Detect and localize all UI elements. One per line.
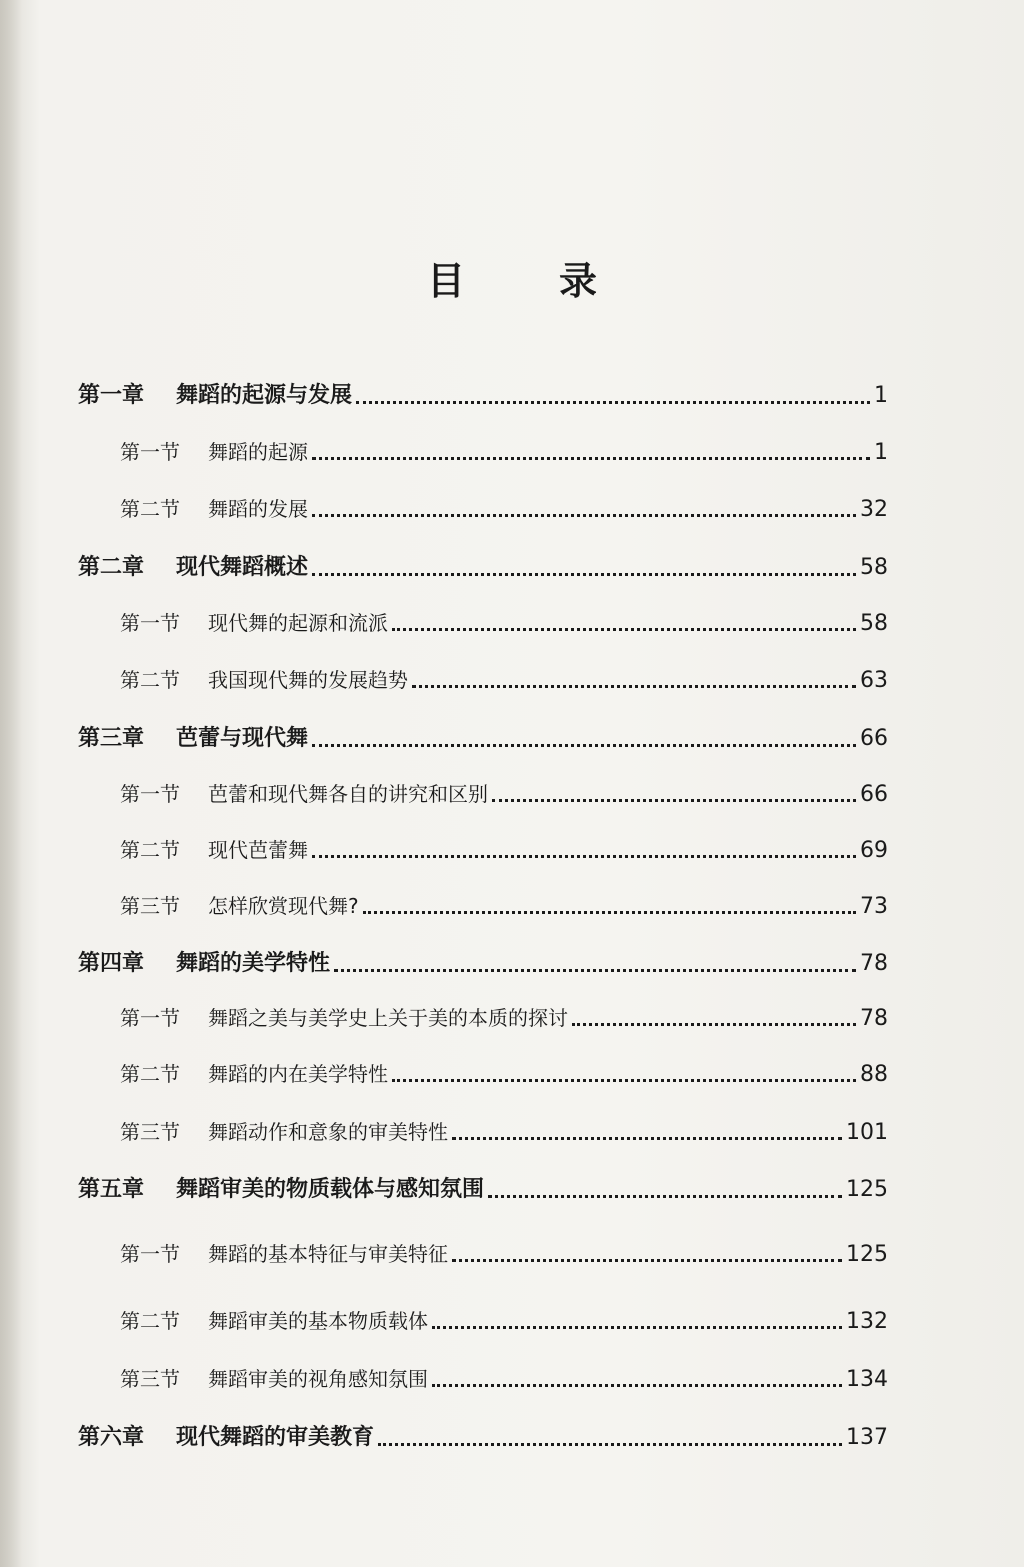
toc-number: 第一章: [78, 383, 145, 408]
toc-number: 第三节: [120, 1120, 180, 1144]
toc-number: 第二节: [120, 1062, 180, 1086]
toc-section-row: [120, 664, 888, 693]
toc-page-number: 73: [860, 894, 888, 919]
toc-section-row: [120, 1305, 888, 1334]
toc-label: 芭蕾和现代舞各自的讲究和区别: [208, 782, 488, 806]
toc-leader-dots: [412, 685, 856, 688]
toc-label: 舞蹈的内在美学特性: [208, 1062, 388, 1086]
toc-chapter-row: [78, 721, 888, 752]
toc-label: 我国现代舞的发展趋势: [208, 668, 408, 692]
toc-page-number: 63: [860, 668, 888, 693]
toc-number: 第一节: [120, 611, 180, 635]
toc-leader-dots: [312, 457, 870, 460]
toc-number: 第三节: [120, 1367, 180, 1391]
toc-label: 现代芭蕾舞: [208, 838, 308, 862]
toc-leader-dots: [432, 1326, 842, 1329]
toc-label: 现代舞蹈的审美教育: [176, 1425, 375, 1450]
toc-section-row: [120, 1116, 888, 1145]
toc-page-number: 58: [860, 611, 888, 636]
toc-section-row: [120, 890, 888, 919]
page-title: 目 录: [426, 259, 625, 303]
toc-label: 舞蹈的基本特征与审美特征: [208, 1242, 448, 1266]
toc-label: 舞蹈审美的基本物质载体: [208, 1309, 428, 1333]
toc-section-row: [120, 607, 888, 636]
toc-label: 舞蹈的发展: [208, 497, 308, 521]
toc-label: 舞蹈审美的视角感知氛围: [208, 1367, 428, 1391]
toc-number: 第四章: [78, 951, 145, 976]
toc-section-row: [120, 834, 888, 863]
toc-page-number: 1: [874, 383, 888, 408]
toc-chapter-row: [78, 1172, 888, 1203]
toc-number: 第三章: [78, 726, 145, 751]
toc-number: 第一节: [120, 440, 180, 464]
toc-page-number: 32: [860, 497, 888, 522]
toc-page-number: 137: [846, 1425, 888, 1450]
toc-leader-dots: [392, 628, 856, 631]
toc-section-row: [120, 1002, 888, 1031]
toc-leader-dots: [334, 969, 856, 972]
toc-label: 芭蕾与现代舞: [176, 726, 309, 751]
toc-number: 第六章: [78, 1425, 145, 1450]
toc-number: 第二章: [78, 555, 145, 580]
toc-chapter-row: [78, 946, 888, 977]
toc-page-number: 132: [846, 1309, 888, 1334]
toc-number: 第一节: [120, 1006, 180, 1030]
toc-page-number: 66: [860, 782, 888, 807]
toc-label: 舞蹈动作和意象的审美特性: [208, 1120, 448, 1144]
toc-number: 第五章: [78, 1177, 145, 1202]
toc-chapter-row: [78, 378, 888, 409]
toc-label: 舞蹈的起源: [208, 440, 308, 464]
toc-page-number: 78: [860, 1006, 888, 1031]
toc-number: 第二节: [120, 668, 180, 692]
toc-label: 怎样欣赏现代舞?: [208, 894, 359, 918]
toc-page-number: 134: [846, 1367, 888, 1392]
toc-label: 舞蹈审美的物质载体与感知氛围: [176, 1177, 485, 1202]
toc-leader-dots: [488, 1195, 842, 1198]
toc-leader-dots: [452, 1137, 842, 1140]
toc-leader-dots: [312, 573, 856, 576]
toc-number: 第三节: [120, 894, 180, 918]
toc-leader-dots: [312, 744, 856, 747]
toc-section-row: [120, 436, 888, 465]
toc-page-number: 78: [860, 951, 888, 976]
toc-number: 第二节: [120, 838, 180, 862]
toc-leader-dots: [492, 799, 856, 802]
toc-label: 舞蹈的起源与发展: [176, 383, 353, 408]
toc-leader-dots: [378, 1443, 842, 1446]
toc-page-number: 66: [860, 726, 888, 751]
toc-number: 第一节: [120, 1242, 180, 1266]
toc-label: 现代舞蹈概述: [176, 555, 309, 580]
toc-leader-dots: [452, 1259, 842, 1262]
toc-page-number: 58: [860, 555, 888, 580]
toc-leader-dots: [572, 1023, 856, 1026]
toc-number: 第二节: [120, 1309, 180, 1333]
toc-leader-dots: [356, 401, 870, 404]
toc-page-number: 1: [874, 440, 888, 465]
toc-number: 第一节: [120, 782, 180, 806]
toc-page-number: 101: [846, 1120, 888, 1145]
toc-chapter-row: [78, 1420, 888, 1451]
toc-leader-dots: [312, 514, 856, 517]
toc-label: 舞蹈之美与美学史上关于美的本质的探讨: [208, 1006, 568, 1030]
toc-leader-dots: [363, 911, 856, 914]
toc-leader-dots: [312, 855, 856, 858]
toc-section-row: [120, 1363, 888, 1392]
toc-page-number: 125: [846, 1177, 888, 1202]
toc-section-row: [120, 1058, 888, 1087]
toc-number: 第二节: [120, 497, 180, 521]
toc-page-number: 69: [860, 838, 888, 863]
toc-leader-dots: [392, 1079, 856, 1082]
toc-label: 舞蹈的美学特性: [176, 951, 331, 976]
toc-section-row: [120, 778, 888, 807]
toc-page-number: 88: [860, 1062, 888, 1087]
toc-section-row: [120, 493, 888, 522]
toc-page-number: 125: [846, 1242, 888, 1267]
toc-leader-dots: [432, 1384, 842, 1387]
toc-label: 现代舞的起源和流派: [208, 611, 388, 635]
toc-chapter-row: [78, 550, 888, 581]
toc-section-row: [120, 1238, 888, 1267]
